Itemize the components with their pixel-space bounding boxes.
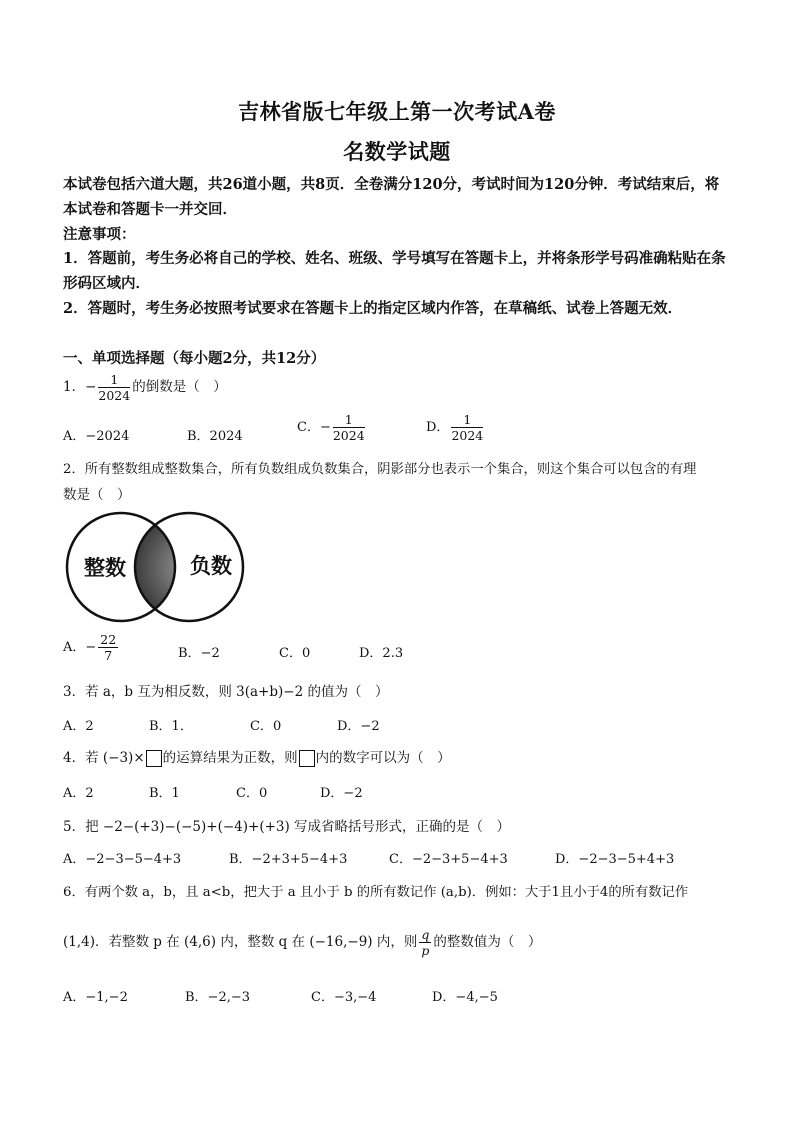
fraction-numerator: q: [421, 927, 430, 942]
option-a: A．2: [63, 786, 94, 801]
fraction: [98, 372, 130, 403]
fraction-numerator: 22: [100, 632, 117, 647]
option-label: C．−: [297, 420, 331, 435]
stem-part: (1,4)．若整数 p 在 (4,6) 内，整数 q 在 (−16,−9) 内，则: [63, 934, 418, 950]
fraction: [98, 632, 118, 663]
fraction-denominator: 2024: [332, 428, 365, 443]
stem-part: 的整数值为（ ）: [433, 934, 542, 950]
notice-item-1: 1．答题前，考生务必将自己的学校、姓名、班级、学号填写在答题卡上，并将条形学号码准确粘贴在条形码区域内．: [63, 250, 726, 292]
notice-title: 注意事项：: [63, 226, 136, 243]
option-c: C．−2−3+5−4+3: [389, 852, 508, 867]
option-b: B．1: [149, 786, 180, 801]
option-a: A．2: [63, 719, 94, 734]
option-c: C．−3,−4: [311, 990, 377, 1005]
venn-right-label: 负数: [190, 554, 232, 578]
question-number: 1．: [63, 379, 86, 395]
question-6-stem-1: 6．有两个数 a，b，且 a<b，把大于 a 且小于 b 的所有数记作 (a,b)．例如：大于1且小于4的所有数记作: [63, 885, 689, 900]
option-c: C．0: [250, 719, 282, 734]
fraction-denominator: 7: [104, 648, 113, 663]
question-3-stem: 3．若 a，b 互为相反数，则 3(a+b)−2 的值为（ ）: [63, 684, 389, 700]
exam-subtitle: 名数学试题: [343, 139, 451, 164]
question-2-stem-1: 2．所有整数组成整数集合，所有负数组成负数集合，阴影部分也表示一个集合，则这个集合可以包含的有理: [63, 462, 697, 477]
option-a: A．−2024: [63, 429, 130, 444]
blank-box: [299, 750, 315, 767]
intro-paragraph: 本试卷包括六道大题，共26道小题，共8页．全卷满分120分，考试时间为120分钟．考试结束后，将本试卷和答题卡一并交回．: [63, 176, 720, 218]
fraction-denominator: 2024: [98, 388, 131, 403]
fraction: [419, 927, 431, 958]
minus-sign: −: [85, 379, 97, 395]
option-d: D．−4,−5: [432, 990, 498, 1005]
option-b: B．−2: [178, 646, 220, 661]
stem-part: 内的数字可以为（ ）: [315, 750, 451, 766]
question-6-stem-2: [63, 927, 541, 958]
option-b: B．−2+3+5−4+3: [229, 852, 348, 867]
option-c: C．0: [279, 646, 311, 661]
fraction-numerator: 1: [333, 412, 365, 428]
fraction-numerator: 1: [98, 372, 130, 388]
blank-box: [146, 750, 162, 767]
option-a: A．−1,−2: [63, 990, 128, 1005]
question-5-stem: 5．把 −2−(+3)−(−5)+(−4)+(+3) 写成省略括号形式，正确的是（ ）: [63, 819, 511, 835]
option-d: D．−2: [320, 786, 363, 801]
option-d: D．2.3: [359, 646, 404, 661]
option-label: A．−: [63, 640, 97, 655]
question-1: [63, 372, 227, 403]
venn-diagram: [63, 508, 253, 626]
option-b: B．2024: [187, 429, 243, 444]
option-d: [426, 412, 485, 443]
option-c: C．0: [236, 786, 268, 801]
option-a: [63, 632, 120, 663]
fraction-denominator: p: [421, 943, 430, 958]
notice-item-2: 2．答题时，考生务必按照考试要求在答题卡上的指定区域内作答，在草稿纸、试卷上答题无效．: [63, 300, 683, 317]
question-2-stem-2: 数是（ ）: [63, 487, 131, 503]
option-c: [297, 412, 367, 443]
option-a: A．−2−3−5−4+3: [63, 852, 182, 867]
fraction-numerator: 1: [451, 412, 483, 428]
option-b: B．1．: [149, 719, 193, 734]
question-4-stem: [63, 746, 451, 767]
fraction: [451, 412, 483, 443]
fraction-denominator: 2024: [451, 428, 484, 443]
fraction: [333, 412, 365, 443]
section-title: 一、单项选择题（每小题2分，共12分）: [63, 350, 326, 367]
question-stem: 的倒数是（ ）: [132, 379, 227, 395]
exam-title: 吉林省版七年级上第一次考试A卷: [238, 99, 556, 124]
venn-left-label: 整数: [84, 556, 126, 580]
option-b: B．−2,−3: [185, 990, 251, 1005]
stem-part: 的运算结果为正数，则: [162, 750, 298, 766]
option-d: D．−2−3−5+4+3: [555, 852, 675, 867]
stem-part: 4．若 (−3)×: [63, 750, 145, 766]
option-d: D．−2: [337, 719, 380, 734]
option-label: D．: [426, 420, 450, 435]
